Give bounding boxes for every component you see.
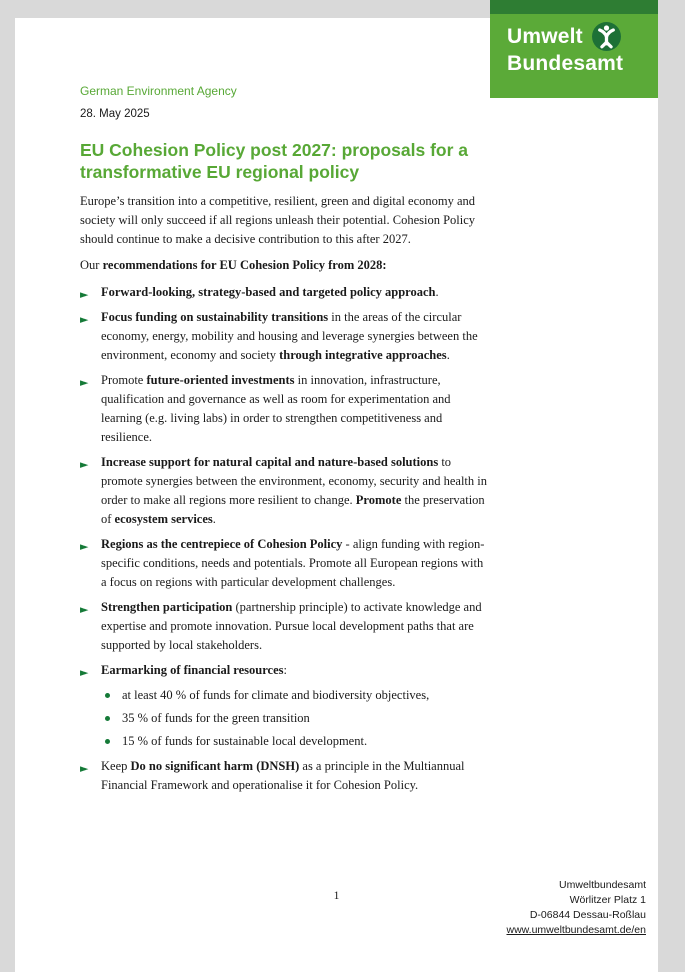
document-content <box>80 84 494 801</box>
logo-dark-strip <box>490 0 658 14</box>
earmarking-sub-list <box>101 686 490 751</box>
dot-bullet-icon <box>105 739 110 744</box>
recommendations-list <box>80 283 494 795</box>
agency-label: German Environment Agency <box>80 84 237 98</box>
bullet-text: Regions as the centrepiece of Cohesion Policy - align funding with region-specific conditions, needs and potentials. Promote all European regions with a focus on regions with particular development challenges. <box>101 537 485 589</box>
triangle-bullet-icon: ► <box>80 761 89 775</box>
triangle-bullet-icon: ► <box>80 539 89 553</box>
sub-bullet-text: 35 % of funds for the green transition <box>122 711 310 725</box>
dot-bullet-icon <box>105 716 110 721</box>
bullet-text: Increase support for natural capital and nature-based solutions to promote synergies between the environment, economy, security and health in order to make all regions more resilient to change. Promote the preservation of ecosystem services. <box>101 455 487 526</box>
page-title: EU Cohesion Policy post 2027: proposals for a transformative EU regional policy <box>80 140 469 182</box>
bullet-item <box>80 598 490 655</box>
footer-org-name: Umweltbundesamt <box>559 879 646 891</box>
footer-website-link[interactable]: www.umweltbundesamt.de/en <box>506 924 646 936</box>
page-number: 1 <box>333 890 340 902</box>
bullet-item <box>80 308 490 365</box>
dot-bullet-icon <box>105 693 110 698</box>
intro-paragraph: Europe’s transition into a competitive, resilient, green and digital economy and society will only succeed if all regions unleash their potential. Cohesion Policy should continue to make a decisive contribution to this after 2027. <box>80 194 476 246</box>
bullet-text: Forward-looking, strategy-based and targeted policy approach. <box>101 285 439 299</box>
recommendations-lead: Our recommendations for EU Cohesion Policy from 2028: <box>80 258 387 272</box>
sub-bullet-item <box>101 732 490 751</box>
triangle-bullet-icon: ► <box>80 457 89 471</box>
triangle-bullet-icon: ► <box>80 287 89 301</box>
bullet-text: Promote future-oriented investments in innovation, infrastructure, qualification and governance as well as room for experimentation and learning (e.g. living labs) in order to strengthen competitiveness and resilience. <box>101 373 451 444</box>
sub-bullet-text: at least 40 % of funds for climate and biodiversity objectives, <box>122 688 430 702</box>
triangle-bullet-icon: ► <box>80 375 89 389</box>
triangle-bullet-icon: ► <box>80 665 89 679</box>
footer-city: D-06844 Dessau-Roßlau <box>529 909 646 921</box>
sub-bullet-text: 15 % of funds for sustainable local development. <box>122 734 368 748</box>
date-label: 28. May 2025 <box>80 108 150 120</box>
footer-street: Wörlitzer Platz 1 <box>569 894 646 906</box>
document-paper <box>15 18 658 972</box>
bullet-item <box>80 535 490 592</box>
bullet-item <box>80 661 490 751</box>
footer-address-block <box>507 878 647 938</box>
triangle-bullet-icon: ► <box>80 312 89 326</box>
bullet-text: Earmarking of financial resources: <box>101 663 287 677</box>
umweltbundesamt-logo <box>490 0 658 98</box>
bullet-item <box>80 453 490 529</box>
sub-bullet-item <box>101 686 490 705</box>
triangle-bullet-icon: ► <box>80 602 89 616</box>
bullet-text: Focus funding on sustainability transitions in the areas of the circular economy, energy, mobility and housing and leverage synergies between the environment, economy and society through integrative approaches. <box>101 310 478 362</box>
bullet-text: Strengthen participation (partnership principle) to activate knowledge and expertise and promote innovation. Pursue local development paths that are supported by local stakeholders. <box>101 600 482 652</box>
bullet-item <box>80 283 490 302</box>
bullet-item <box>80 757 490 795</box>
person-tree-circle-icon <box>592 22 621 51</box>
bullet-item <box>80 371 490 447</box>
logo-word-umwelt: Umwelt <box>507 25 583 48</box>
logo-word-bundesamt: Bundesamt <box>507 52 624 75</box>
logo-wordmark <box>507 22 623 76</box>
sub-bullet-item <box>101 709 490 728</box>
bullet-text: Keep Do no significant harm (DNSH) as a principle in the Multiannual Financial Framework and operationalise it for Cohesion Policy. <box>101 759 465 792</box>
